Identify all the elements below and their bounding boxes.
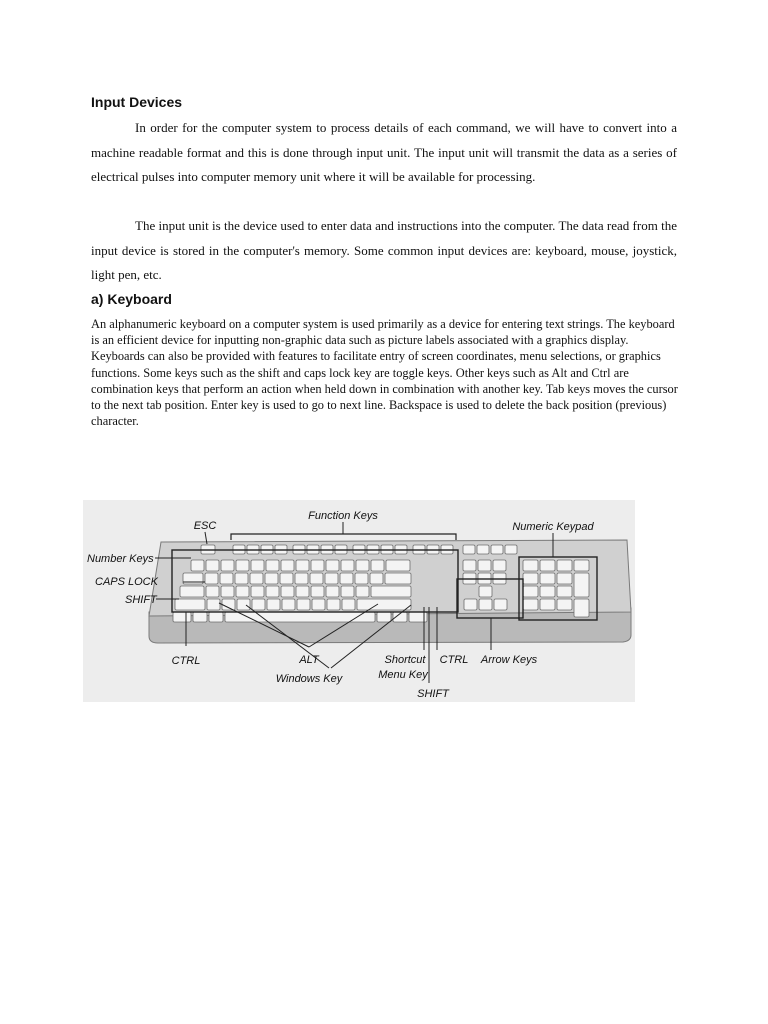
keycap — [557, 586, 572, 597]
keycap — [342, 599, 355, 610]
keycap — [326, 560, 339, 571]
keycap — [296, 560, 309, 571]
section-heading-keyboard: a) Keyboard — [91, 291, 172, 307]
label-alt: ALT — [299, 654, 319, 666]
keycap — [385, 573, 411, 584]
keycap — [356, 586, 369, 597]
keycap — [341, 560, 354, 571]
label-shift-right: SHIFT — [417, 688, 449, 700]
keycap — [327, 599, 340, 610]
keycap — [221, 560, 234, 571]
keycap — [220, 573, 233, 584]
keycap — [267, 599, 280, 610]
paragraph-1-text: In order for the computer system to process details of each command, we will have to convert into a machine readable format and this is done through input unit. The input unit will transmit the data as a series of electrical pulses into computer memory unit where it will be available for processing. — [91, 120, 677, 184]
paragraph-1 — [91, 116, 677, 190]
keycap — [540, 599, 555, 610]
keycap — [205, 573, 218, 584]
keycap — [540, 586, 555, 597]
keycap — [237, 599, 250, 610]
keycap — [574, 573, 589, 597]
keycap — [191, 560, 204, 571]
keycap — [310, 573, 323, 584]
keycap — [280, 573, 293, 584]
keycap — [523, 599, 538, 610]
label-esc: ESC — [193, 520, 217, 532]
keycap — [371, 560, 384, 571]
keycap — [463, 545, 475, 554]
keycap — [281, 586, 294, 597]
label-ctrl-left: CTRL — [171, 655, 201, 667]
keycap — [477, 545, 489, 554]
keycap — [505, 545, 517, 554]
keycap — [173, 612, 191, 622]
keycap — [281, 560, 294, 571]
label-number-keys: Number Keys — [87, 553, 154, 565]
keycap — [557, 573, 572, 584]
keycap — [311, 560, 324, 571]
keycap — [326, 586, 339, 597]
keycap — [206, 560, 219, 571]
section-heading-input-devices: Input Devices — [91, 94, 183, 110]
keycap — [236, 560, 249, 571]
keycap — [557, 560, 572, 571]
keycap — [479, 599, 492, 610]
keycap — [478, 560, 491, 571]
keyboard-figure — [83, 500, 635, 702]
keycap — [341, 586, 354, 597]
keycap — [266, 586, 279, 597]
keycap — [312, 599, 325, 610]
label-numeric-keypad: Numeric Keypad — [512, 521, 594, 533]
keycap — [574, 560, 589, 571]
keycap — [297, 599, 310, 610]
label-ctrl-right: CTRL — [439, 654, 469, 666]
keycap — [355, 573, 368, 584]
keycap — [491, 545, 503, 554]
keycap — [377, 612, 391, 622]
paragraph-2 — [91, 214, 677, 288]
keycap — [574, 599, 589, 617]
keycap — [340, 573, 353, 584]
label-arrow-keys: Arrow Keys — [480, 654, 538, 666]
keycap — [479, 586, 492, 597]
label-function-keys: Function Keys — [308, 510, 378, 522]
keycap — [193, 612, 207, 622]
keycap — [180, 586, 204, 597]
keycap — [221, 586, 234, 597]
label-caps-lock: CAPS LOCK — [95, 576, 158, 588]
keycap — [311, 586, 324, 597]
keycap — [557, 599, 572, 610]
keycap — [371, 586, 411, 597]
keycap — [523, 573, 538, 584]
label-shift-left: SHIFT — [125, 594, 157, 606]
keycap — [356, 560, 369, 571]
keycap — [295, 573, 308, 584]
keycap — [464, 599, 477, 610]
label-shortcut: Shortcut — [384, 654, 426, 666]
keycap — [222, 599, 235, 610]
keycap — [463, 560, 476, 571]
keycap — [250, 573, 263, 584]
keycap — [265, 573, 278, 584]
keycap — [523, 560, 538, 571]
keycap — [236, 586, 249, 597]
keycap — [370, 573, 383, 584]
keycap — [252, 599, 265, 610]
keycap — [494, 599, 507, 610]
keycap — [357, 599, 411, 610]
keycap — [282, 599, 295, 610]
keycap — [540, 560, 555, 571]
keycap — [206, 586, 219, 597]
label-windows-key: Windows Key — [275, 673, 343, 685]
keycap — [493, 560, 506, 571]
keycap — [235, 573, 248, 584]
paragraph-2-text: The input unit is the device used to enter data and instructions into the computer. The data read from the input device is stored in the computer's memory. Some common input devices are: keyboard, mouse, joystick, light pen, etc. — [91, 218, 677, 282]
keycap — [266, 560, 279, 571]
keycap — [325, 573, 338, 584]
keycap — [209, 612, 223, 622]
keyboard-paragraph: An alphanumeric keyboard on a computer system is used primarily as a device for entering text strings. The keyboard is an efficient device for inputting non-graphic data such as picture labels associated with a graphics display. Keyboards can also be provided with features to facilitate entry of screen coordinates, menu selections, or graphics functions. Some keys such as the shift and caps lock key are toggle keys. Other keys such as Alt and Ctrl are combination keys that perform an action when held down in combination with another key. Tab keys moves the cursor to the next tab position. Enter key is used to go to next line. Backspace is used to delete the back position (previous) character. — [91, 317, 678, 429]
keycap — [523, 586, 538, 597]
label-menu-key: Menu Key — [378, 669, 428, 681]
keycap — [251, 586, 264, 597]
keycap — [207, 599, 220, 610]
keyboard-diagram — [83, 500, 635, 702]
keycap — [175, 599, 205, 610]
keycap — [251, 560, 264, 571]
keycap — [296, 586, 309, 597]
keycap — [386, 560, 410, 571]
keycap — [540, 573, 555, 584]
